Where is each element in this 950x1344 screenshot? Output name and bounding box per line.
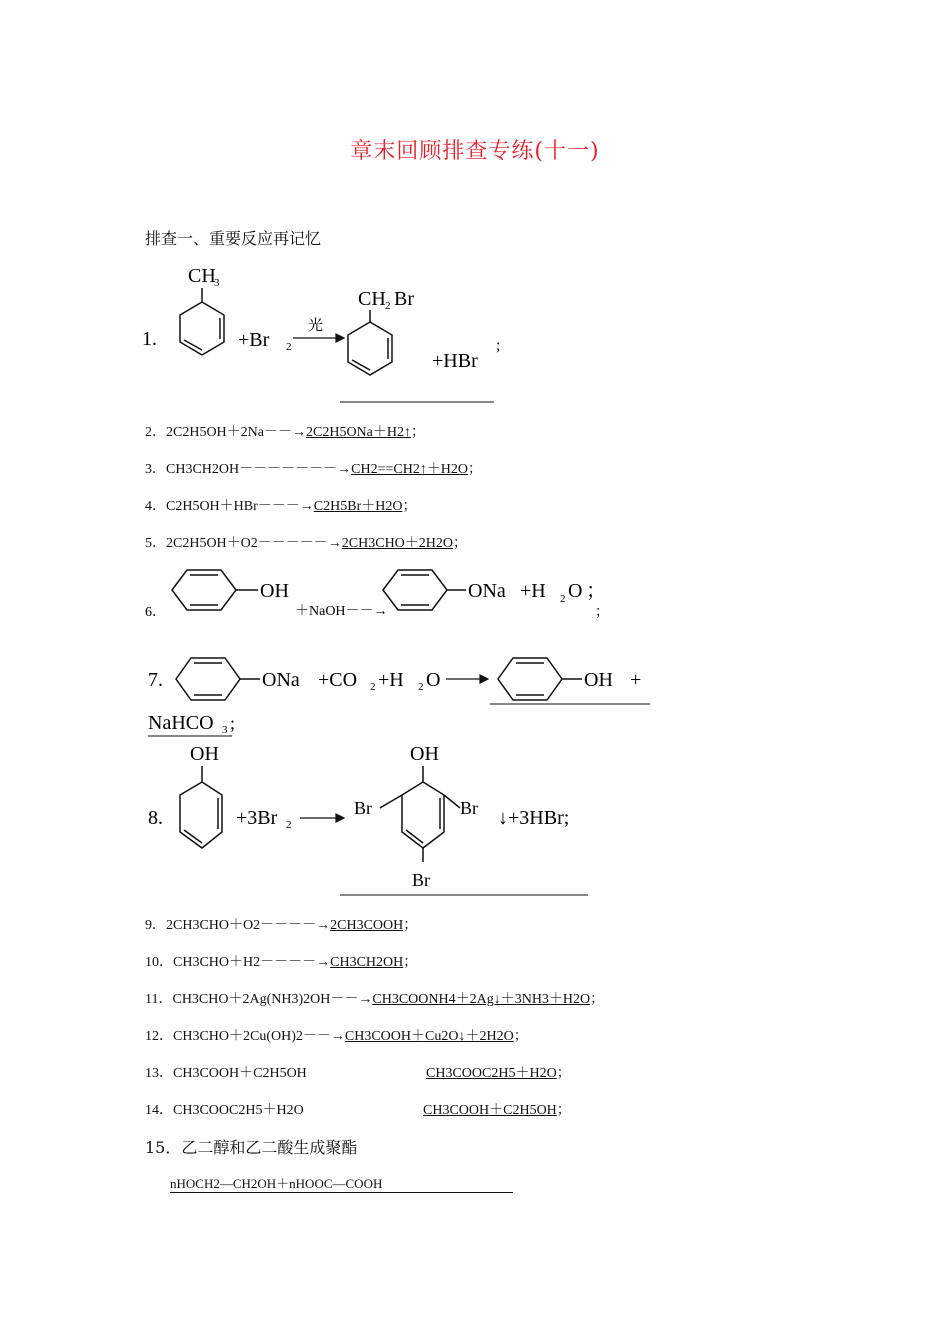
reaction-2-answer: 2C2H5ONa＋H2↑ — [306, 425, 411, 440]
reaction-6-end: ； — [595, 605, 609, 620]
reaction-7-plus-co: +CO — [318, 669, 358, 691]
reaction-8-number: 8. — [148, 807, 163, 829]
reaction-6-plus-h: +H — [520, 580, 546, 602]
reaction-13-lhs: 13．CH3COOH＋C2H5OH — [145, 1066, 307, 1081]
reaction-13-answer: CH3COOC2H5＋H2O — [426, 1066, 557, 1081]
reaction-10 — [145, 951, 417, 971]
tribromophenol-br-left: Br — [354, 798, 372, 818]
reaction-7-phenoxide-ring — [176, 658, 260, 700]
reaction-5-end: ； — [453, 536, 468, 551]
benzyl-bromide-ring — [348, 310, 392, 375]
reaction-2-end: ； — [411, 425, 425, 440]
reaction-6-figure — [140, 560, 620, 630]
tribromophenol-oh: OH — [410, 743, 439, 765]
reaction-4-answer: C2H5Br＋H2O — [313, 499, 403, 514]
reaction-8-plus-br: +3Br — [236, 807, 278, 829]
reaction-3-end: ； — [468, 462, 483, 477]
reaction-1-plus-hbr: +HBr — [432, 350, 478, 372]
reaction-7-h2o-sub: 2 — [418, 681, 424, 693]
reaction-7-co-sub: 2 — [370, 681, 376, 693]
tribromophenol-br-bottom: Br — [412, 870, 430, 890]
reaction-9-end: ； — [403, 918, 418, 933]
sodium-phenoxide-ring — [383, 570, 466, 610]
reaction-1-condition: 光 — [308, 318, 324, 334]
reaction-4 — [145, 495, 416, 515]
reaction-9-lhs: 9．2CH3CHO＋O2－－－－→ — [145, 918, 331, 933]
reaction-7-h2o-o: O — [426, 669, 441, 691]
reaction-1-number: 1. — [142, 328, 157, 350]
reaction-11-answer: CH3COONH4＋2Ag↓＋3NH3＋H2O — [372, 992, 591, 1007]
reaction-6-semicolon: ； — [586, 580, 606, 602]
phenol-ring — [172, 570, 258, 610]
reaction-10-lhs: 10．CH3CHO＋H2－－－－→ — [145, 955, 331, 970]
reaction-12 — [145, 1025, 528, 1045]
reaction-1-br-sub: 2 — [286, 341, 292, 353]
reaction-8-br-sub: 2 — [286, 819, 292, 831]
benzyl-bromide-br: Br — [394, 288, 414, 310]
reaction-3 — [145, 458, 482, 478]
reaction-3-lhs: 3．CH3CH2OH－－－－－－－→ — [145, 462, 352, 477]
reaction-13-end: ； — [556, 1066, 571, 1081]
reaction-1-figure — [140, 260, 540, 410]
tribromophenol-ring — [380, 766, 460, 862]
reaction-3-answer: CH2==CH2↑＋H2O — [351, 462, 469, 477]
reaction-9 — [145, 914, 417, 934]
reaction-6-mid: ＋NaOH－－→ — [295, 604, 388, 619]
reaction-14 — [145, 1099, 304, 1119]
reaction-4-lhs: 4．C2H5OH＋HBr－－－→ — [145, 499, 314, 514]
reaction-9-answer: 2CH3COOH — [330, 918, 404, 933]
reaction-11-end: ； — [590, 992, 605, 1007]
reaction-8-figure — [140, 740, 620, 900]
reaction-12-answer: CH3COOH＋Cu2O↓＋2H2O — [344, 1029, 514, 1044]
reaction-7-figure — [140, 645, 660, 745]
reaction-14-answer: CH3COOH＋C2H5OH — [423, 1103, 557, 1118]
reaction-8-tail: ↓+3HBr; — [498, 807, 570, 829]
reaction-1-arrow — [293, 334, 344, 342]
reaction-1-plus-br: +Br — [238, 329, 270, 351]
reaction-7-oh: OH — [584, 669, 613, 691]
benzyl-bromide-ch: CH — [358, 288, 386, 310]
reaction-15-heading: 15．乙二醇和乙二酸生成聚酯 — [145, 1138, 358, 1157]
toluene-ring — [180, 288, 224, 355]
reaction-12-end: ； — [513, 1029, 528, 1044]
tribromophenol-br-right: Br — [460, 798, 478, 818]
reaction-2 — [145, 421, 425, 441]
toluene-ch-label: CH — [188, 265, 216, 287]
reaction-11 — [145, 988, 604, 1008]
reaction-14-end: ； — [556, 1103, 571, 1118]
reaction-8-arrow — [300, 814, 344, 822]
reaction-7-phenol-ring — [498, 658, 582, 700]
reaction-7-arrow — [446, 675, 488, 683]
reaction-5 — [145, 532, 467, 552]
reaction-4-end: ； — [402, 499, 417, 514]
reaction-2-lhs: 2．2C2H5OH＋2Na－－→ — [145, 425, 306, 440]
phenol-oh: OH — [260, 580, 289, 602]
reaction-8-phenol-ring — [180, 766, 222, 848]
reaction-12-lhs: 12．CH3CHO＋2Cu(OH)2－－→ — [145, 1029, 345, 1044]
reaction-6-h2o-sub: 2 — [560, 593, 566, 605]
reaction-1-end: ; — [496, 337, 501, 354]
reaction-7-plus-h: +H — [378, 669, 404, 691]
reaction-11-lhs: 11．CH3CHO＋2Ag(NH3)2OH－－→ — [145, 992, 373, 1007]
reaction-7-ona: ONa — [262, 669, 300, 691]
reaction-7-end: ; — [230, 713, 236, 733]
reaction-10-answer: CH3CH2OH — [330, 955, 404, 970]
reaction-14-lhs: 14．CH3COOC2H5＋H2O — [145, 1103, 304, 1118]
reaction-13-right — [426, 1062, 571, 1082]
page-title: 章末回顾排查专练(十一) — [350, 139, 600, 164]
reaction-5-answer: 2CH3CHO＋2H2O — [341, 536, 454, 551]
reaction-7-nahco-sub: 3 — [222, 724, 228, 736]
reaction-6-number: 6． — [145, 605, 166, 620]
reaction-7-number: 7. — [148, 669, 163, 691]
reaction-5-lhs: 5．2C2H5OH＋O2－－－－－→ — [145, 536, 342, 551]
reaction-14-right — [423, 1099, 571, 1119]
section-heading: 排查一、重要反应再记忆 — [145, 229, 322, 248]
reaction-7-tail-plus: + — [630, 669, 642, 691]
reaction-13 — [145, 1062, 307, 1082]
phenoxide-ona: ONa — [468, 580, 506, 602]
benzyl-bromide-sub: 2 — [385, 300, 391, 312]
reaction-8-phenol-oh: OH — [190, 743, 219, 765]
reaction-7-nahco: NaHCO — [148, 712, 214, 734]
toluene-ch-sub: 3 — [214, 277, 220, 289]
reaction-6-h2o-o: O — [568, 580, 583, 602]
reaction-10-end: ； — [403, 955, 418, 970]
reaction-15-line: nHOCH2—CH2OH＋nHOOC—COOH — [170, 1173, 513, 1193]
